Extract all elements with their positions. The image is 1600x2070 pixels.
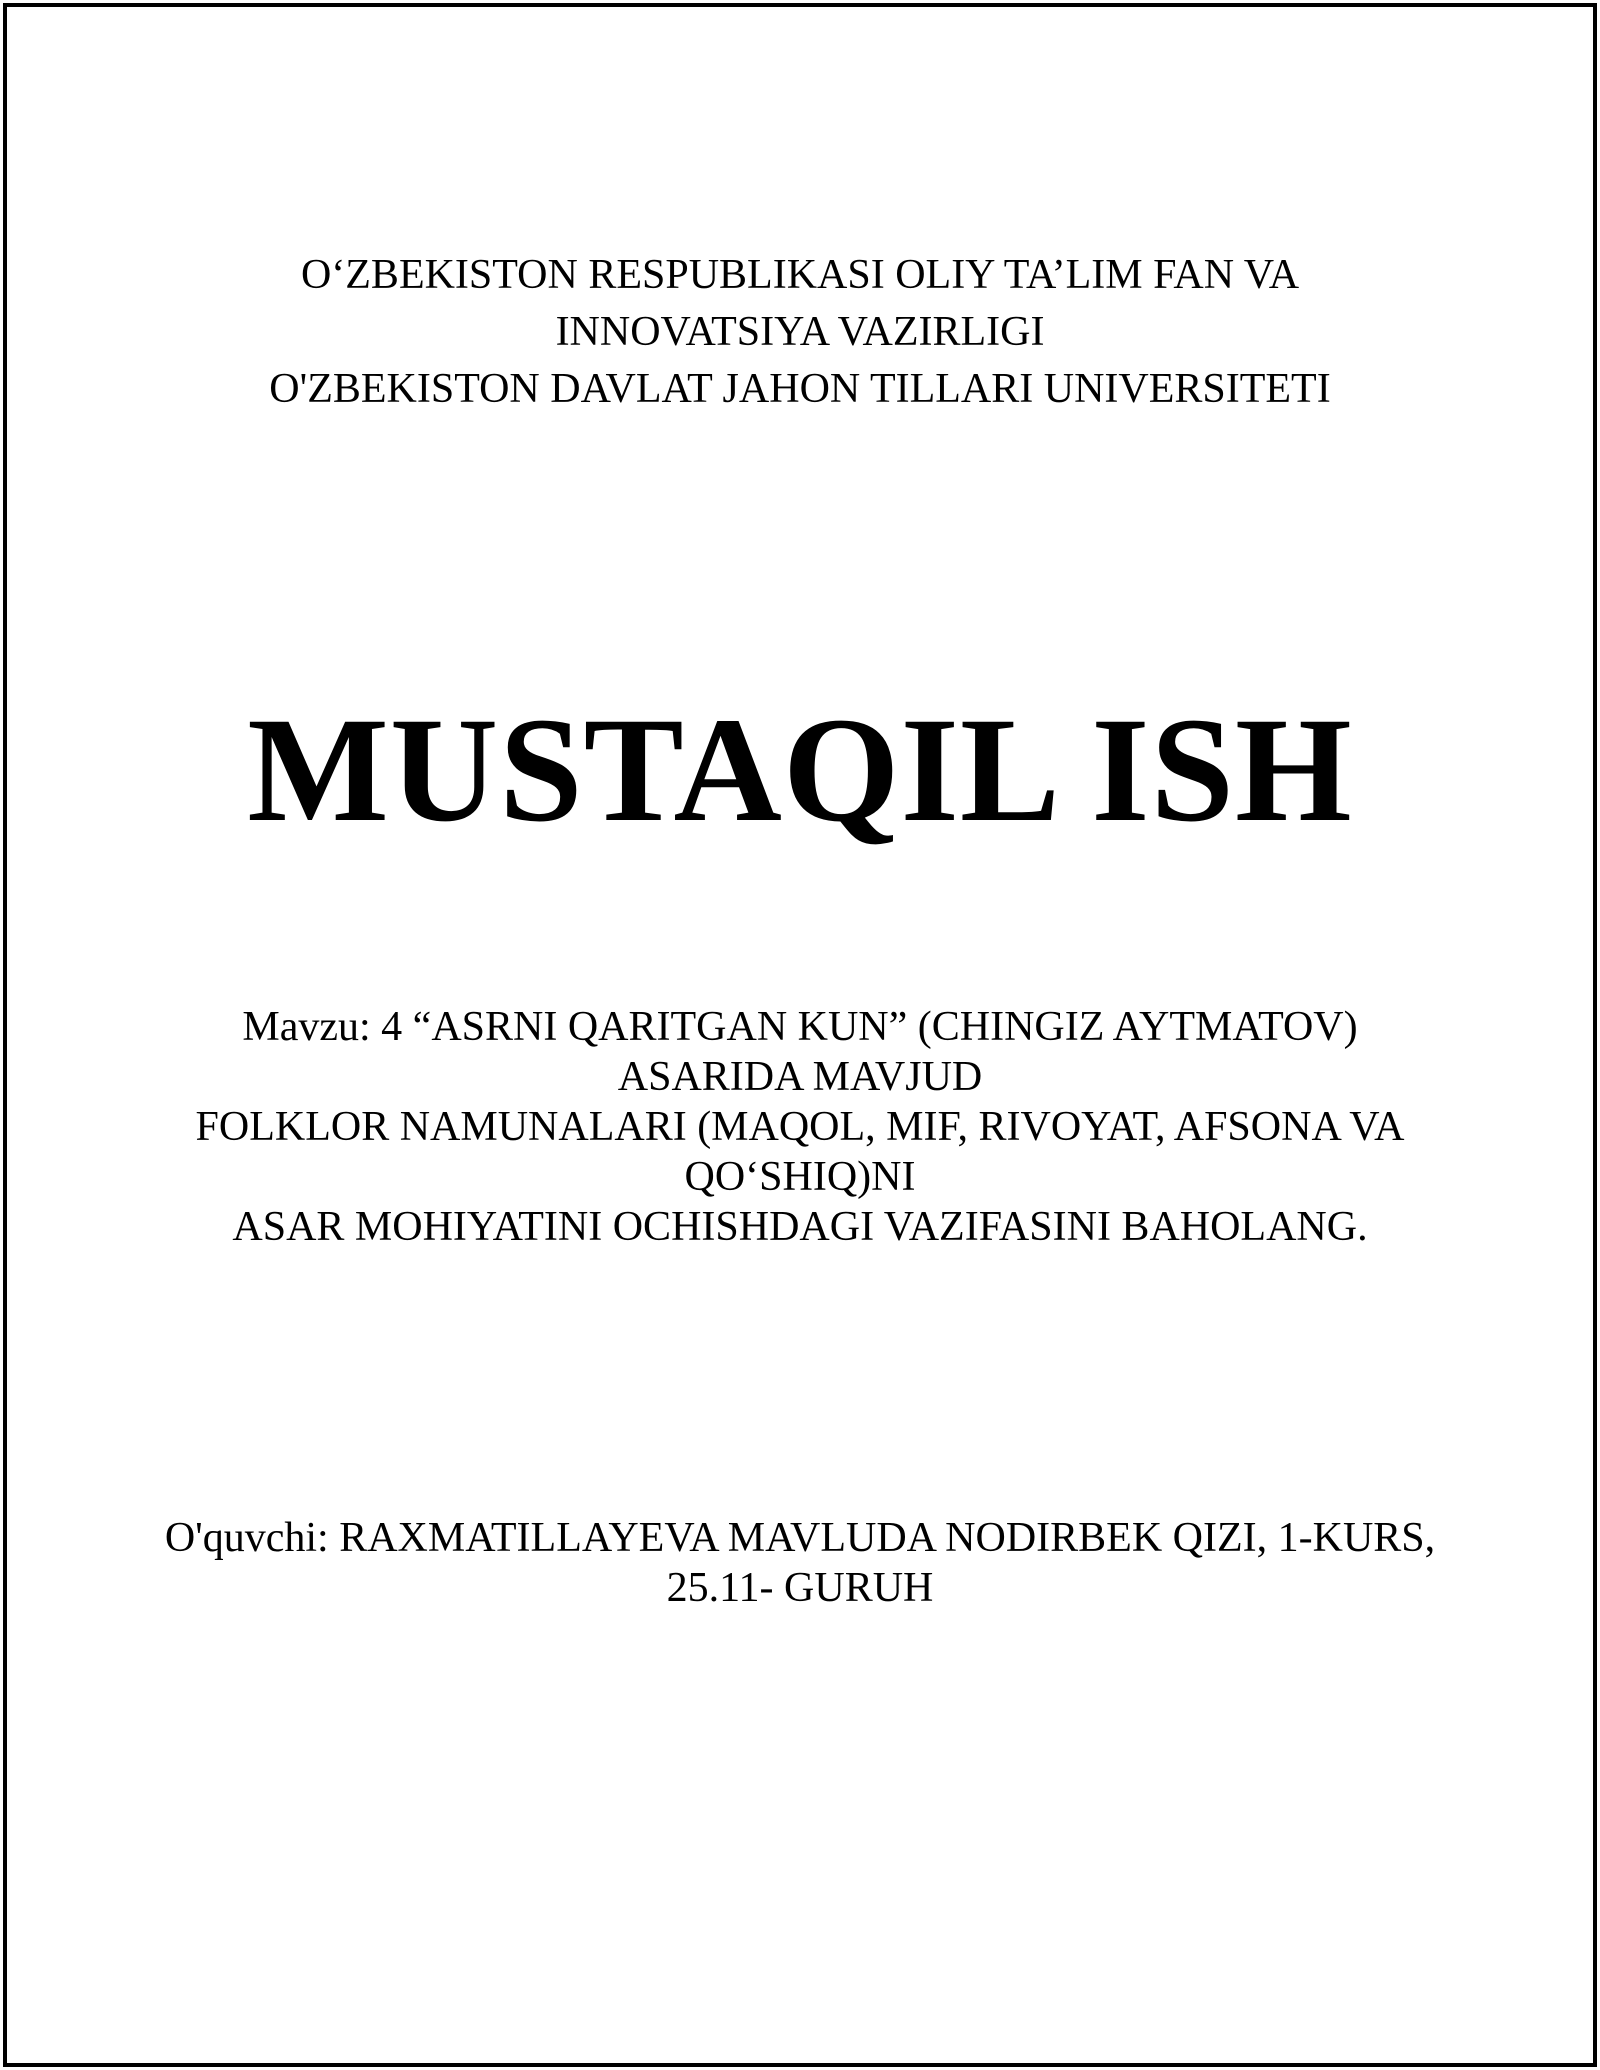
ministry-line-1: O‘ZBEKISTON RESPUBLIKASI OLIY TA’LIM FAN VA bbox=[300, 252, 1300, 298]
university-line: O'ZBEKISTON DAVLAT JAHON TILLARI UNIVERSITETI bbox=[269, 366, 1331, 412]
topic-line-1: Mavzu: 4 “ASRNI QARITGAN KUN” (CHINGIZ AYTMATOV) bbox=[242, 1004, 1358, 1050]
ministry-header bbox=[7, 247, 1593, 418]
student-line-1: O'quvchi: RAXMATILLAYEVA MAVLUDA NODIRBEK QIZI, 1-KURS, bbox=[164, 1515, 1436, 1561]
topic-section bbox=[7, 1002, 1593, 1252]
topic-line-4: QO‘SHIQ)NI bbox=[684, 1154, 916, 1200]
topic-line-5: ASAR MOHIYATINI OCHISHDAGI VAZIFASINI BAHOLANG. bbox=[232, 1204, 1368, 1250]
page-border-inner bbox=[3, 3, 1597, 2067]
topic-line-3: FOLKLOR NAMUNALARI (MAQOL, MIF, RIVOYAT, AFSONA VA bbox=[195, 1104, 1405, 1150]
topic-line-2: ASARIDA MAVJUD bbox=[617, 1054, 983, 1100]
ministry-line-2: INNOVATSIYA VAZIRLIGI bbox=[555, 309, 1045, 355]
document-title: MUSTAQIL ISH bbox=[247, 687, 1353, 853]
student-info bbox=[7, 1513, 1593, 1613]
student-line-2: 25.11- GURUH bbox=[666, 1565, 934, 1611]
